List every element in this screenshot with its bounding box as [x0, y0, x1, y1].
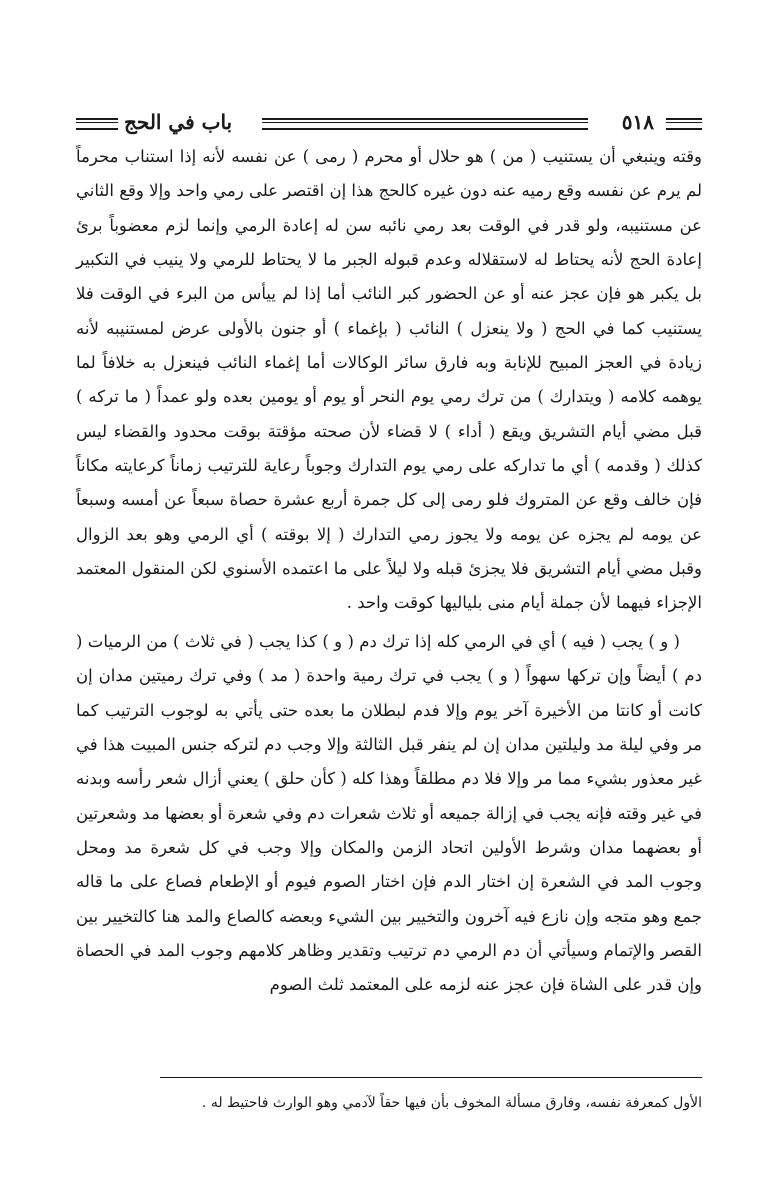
header-rule-left	[76, 118, 118, 130]
footnote-separator	[160, 1077, 702, 1078]
main-text	[76, 140, 702, 1003]
paragraph-2: ( و ) يجب ( فيه ) أي في الرمي كله إذا ترك دم ( و ) كذا يجب ( في ثلاث ) من الرميات ( دم ) أيضاً وإن تركها سهواً ( و ) يجب في ترك رمية واحدة ( مد ) وفي ترك رميتين مدان إن كانت أو كانتا من الأخيرة آخر يوم وإلا فدم لبطلان ما بعده حتى يأتي به لوجوب الترتيب كما مر وفي ليلة مد وليلتين مدان إن لم ينفر قبل الثالثة وإلا وجب دم لتركه جنس المبيت هذا في غير معذور بشيء مما مر وإلا فلا دم مطلقاً وهذا كله ( كأن حلق ) يعني أزال شعر رأسه وبدنه في غير وقته فإنه يجب في إزالة جميعه أو ثلاث شعرات دم وفي شعرة أو بعضها مد وشعرتين أو بعضهما مدان وشرط الأولين اتحاد الزمن والمكان وإلا وجب في كل شعرة مد ومحل وجوب المد في الشعرة إن اختار الدم فإن اختار الصوم فيوم أو الإطعام فصاع على ما قاله جمع وهو متجه وإن نازع فيه آخرون والتخيير بين الشيء وبعضه كالصاع والمد هنا كالتخيير بين القصر والإتمام وسيأتي أن دم الرمي دم ترتيب وتقدير وظاهر كلامهم وجوب المد في الحصاة وإن قدر على الشاة فإن عجز عنه لزمه على المعتمد ثلث الصوم	[76, 631, 702, 995]
header-rule-middle	[262, 118, 588, 130]
paragraph-1: وقته وينبغي أن يستنيب ( من ) هو حلال أو محرم ( رمى ) عن نفسه لأنه إذا استناب محرماً لم يرم عن نفسه وقع رميه عنه دون غيره كالحج هذا إن اقتصر على رمي واحد وإلا وقع الثاني عن مستنيبه، ولو قدر في الوقت بعد رمي نائبه سن له إعادة الرمي وإنما لزم معضوباً برئ إعادة الحج لأنه يحتاط له لاستقلاله وعدم قبوله الجبر ما لا يحتاط للرمي ولا ينيب في التكبير بل يكبر هو فإن عجز عنه أو عن الحضور كبر النائب أما إذا لم ييأس من البرء في الوقت فلا يستنيب كما في الحج ( ولا ينعزل ) النائب ( بإغماء ) أو جنون بالأولى عرض لمستنيبه لأنه زيادة في العجز المبيح للإنابة وبه فارق سائر الوكالات أما إغماء النائب فينعزل به خلافاً لما يوهمه كلامه ( ويتدارك ) من ترك رمي يوم النحر أو يوم أو يومين بعده ولو عمداً ( ما تركه ) قبل مضي أيام التشريق ويقع ( أداء ) لا قضاء لأن صحته مؤقتة بوقت محدود والقضاء ليس كذلك ( وقدمه ) أي ما تداركه على رمي يوم التدارك وجوباً رعاية للترتيب زماناً كرعايته مكاناً فإن خالف وقع عن المتروك فلو رمى إلى كل جمرة أربع عشرة حصاة سبعاً عن أمسه وسبعاً عن يومه لم يجزه عن يومه ولا يجوز رمي التدارك ( إلا بوقته ) أي الرمي وهو بعد الزوال وقبل مضي أيام التشريق فلا يجزئ قبله ولا ليلاً على ما اعتمده الأسنوي لكن المنقول المعتمد الإجزاء فيهما لأن جملة أيام منى بلياليها كوقت واحد .	[76, 147, 702, 613]
running-header	[76, 108, 702, 136]
header-rule-right	[666, 118, 702, 130]
footnote: الأول كمعرفة نفسه، وفارق مسألة المخوف بأن فيها حقاً لآدمي وهو الوارث فاحتيط له .	[201, 1095, 702, 1111]
page-number: ٥١٨	[621, 110, 654, 134]
running-title: باب في الحج	[124, 110, 233, 134]
